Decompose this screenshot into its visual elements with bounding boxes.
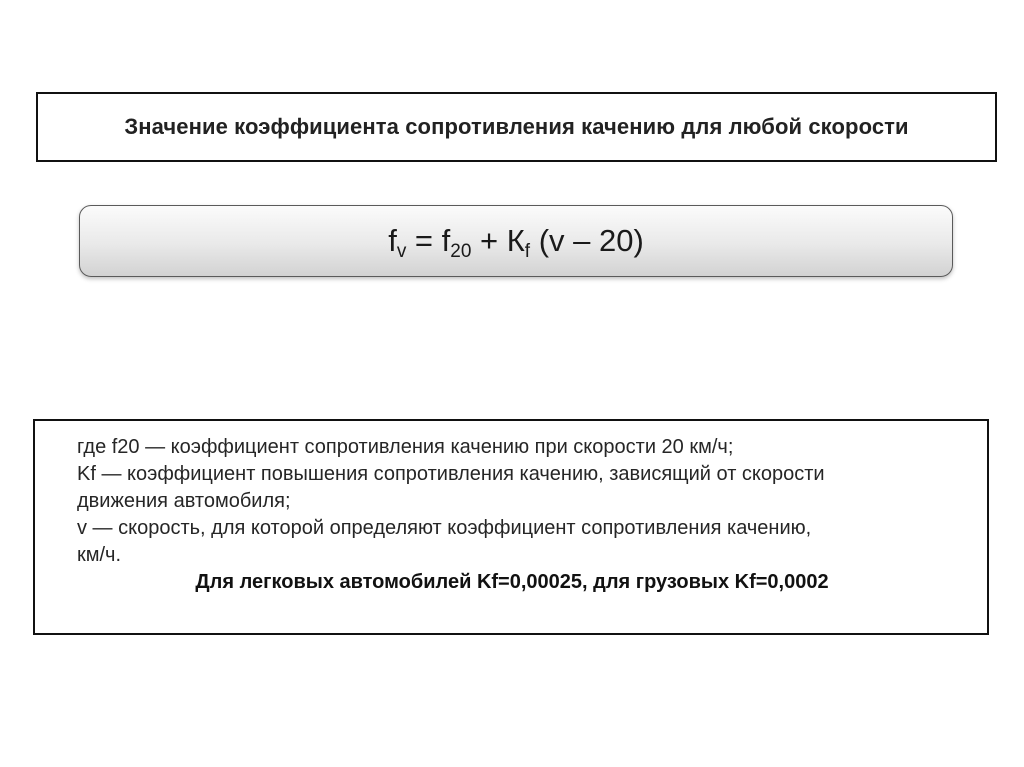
description-line: v — скорость, для которой определяют коэффициент сопротивления качению, (77, 517, 812, 539)
formula-box (79, 205, 953, 277)
formula-equals: = f (406, 223, 451, 258)
formula (388, 223, 644, 262)
description-text (77, 434, 957, 596)
formula-lhs: f (388, 223, 397, 258)
title-box (36, 92, 997, 162)
description-line: Kf — коэффициент повышения сопротивления качению, зависящий от скорости (77, 463, 825, 485)
formula-rest: (v – 20) (530, 223, 644, 258)
formula-f20-subscript: 20 (450, 241, 472, 262)
formula-plus-k: + К (471, 223, 525, 258)
slide-title: Значение коэффициента сопротивления качению для любой скорости (124, 114, 909, 139)
description-box (33, 419, 989, 635)
description-line: движения автомобиля; (77, 490, 291, 512)
kf-values-note: Для легковых автомобилей Kf=0,00025, для грузовых Kf=0,0002 (195, 571, 829, 593)
formula-lhs-subscript: v (396, 241, 407, 262)
formula-kf-subscript: f (524, 241, 531, 262)
description-line: км/ч. (77, 544, 122, 566)
description-line: где f20 — коэффициент сопротивления качению при скорости 20 км/ч; (77, 436, 734, 458)
